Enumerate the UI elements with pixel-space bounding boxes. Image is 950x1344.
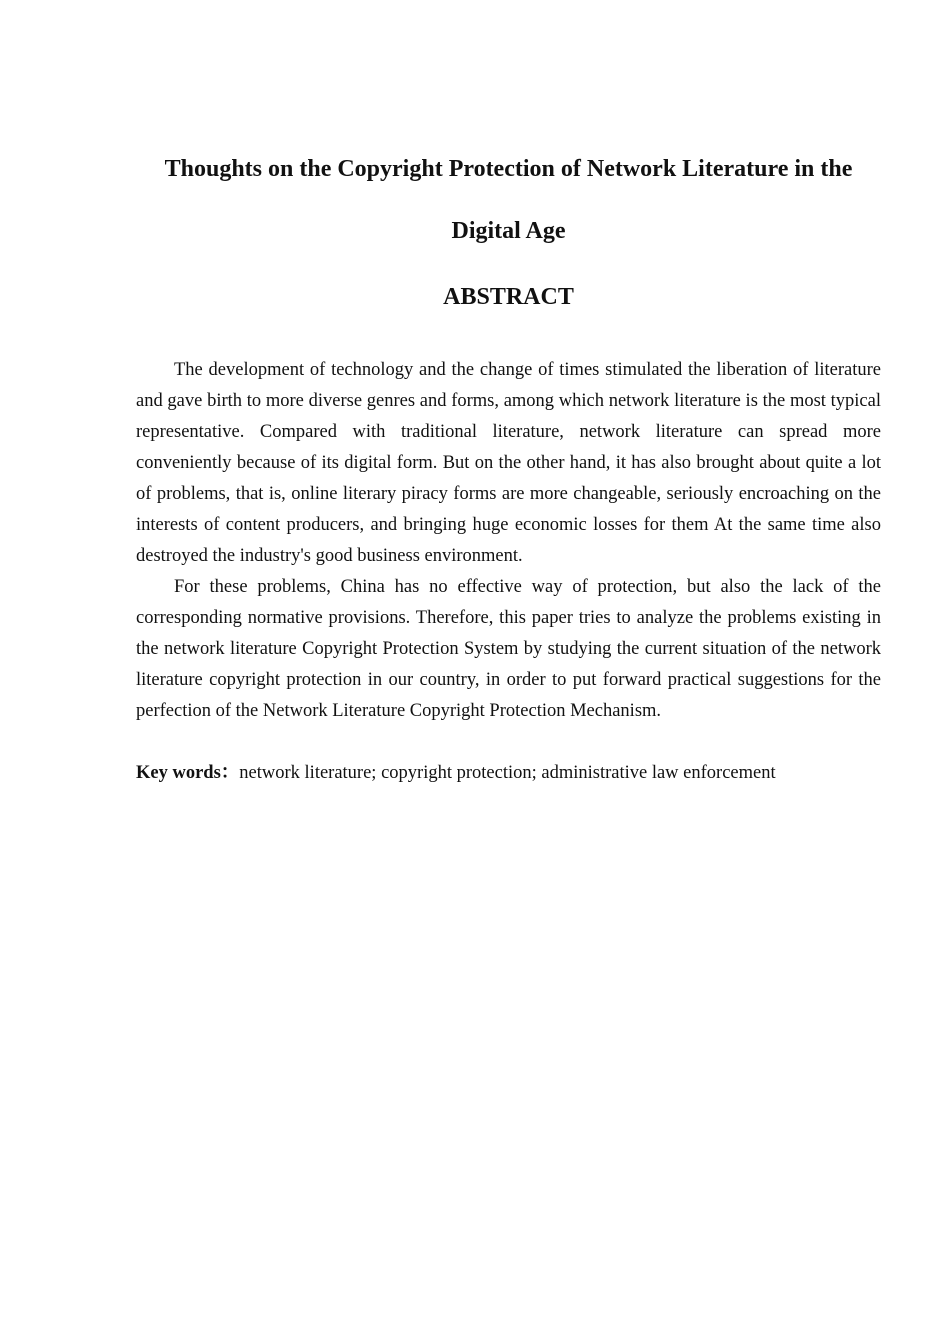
keywords-line [136,758,881,789]
abstract-paragraph-1: The development of technology and the change of times stimulated the liberation of literature and gave birth to more diverse genres and forms, among which network literature is the most typical representative. Compared with traditional literature, network literature can spread more conveniently because of its digital form. But on the other hand, it has also brought about quite a lot of problems, that is, online literary piracy forms are more changeable, seriously encroaching on the interests of content producers, and bringing huge economic losses for them At the same time also destroyed the industry's good business environment. [136,360,881,566]
abstract-body [136,355,881,727]
keywords-label: Key words： [136,763,240,783]
abstract-heading: ABSTRACT [443,284,574,310]
abstract-paragraph-2: For these problems, China has no effective way of protection, but also the lack of the corresponding normative provisions. Therefore, this paper tries to analyze the problems existing in the network literature Copyright Protection System by studying the current situation of the network literature copyright protection in our country, in order to put forward practical suggestions for the perfection of the Network Literature Copyright Protection Mechanism. [136,577,881,721]
keywords-text: network literature; copyright protection; administrative law enforcement [239,763,776,783]
paper-title: Thoughts on the Copyright Protection of Network Literature in the Digital Age [164,156,853,244]
